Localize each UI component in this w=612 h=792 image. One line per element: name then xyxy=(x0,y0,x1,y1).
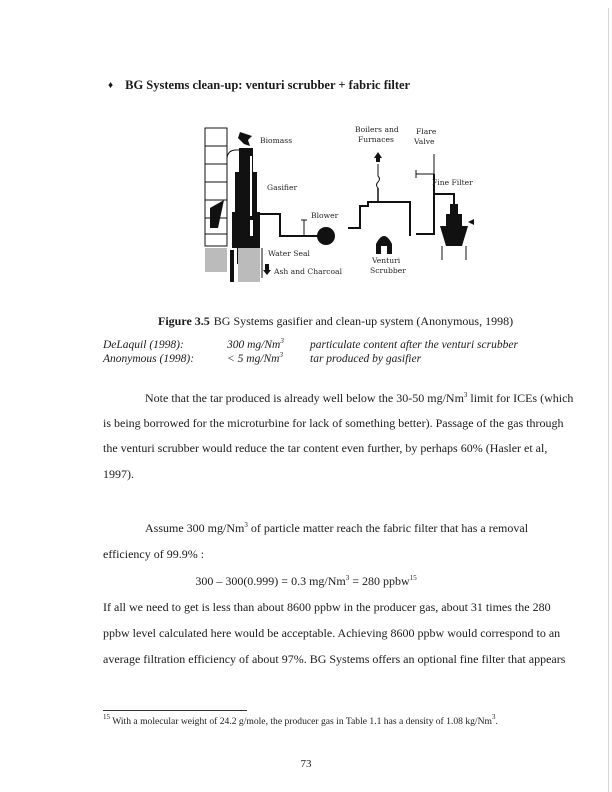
label-flare-1: Flare xyxy=(416,127,437,136)
label-venturi-2: Scrubber xyxy=(370,266,406,275)
water-seal xyxy=(205,248,262,282)
paragraph-line: average filtration efficiency of about 97%. BG Systems offers an optional fine filter that appears xyxy=(103,652,566,666)
paragraph-line: the venturi scrubber would reduce the tar content even further, by perhaps 60% (Hasler et al, xyxy=(103,441,548,455)
paragraph-line: 1997). xyxy=(103,467,134,481)
gasifier-diagram xyxy=(190,116,480,296)
paragraph-line: is being borrowed for the microturbine for lack of something better). Passage of the gas through xyxy=(103,416,564,430)
paragraph-line: efficiency of 99.9% : xyxy=(103,547,205,561)
paragraph-line: Assume 300 mg/Nm$^3$ of particle matter reach the fabric filter that has a removal xyxy=(145,521,529,535)
label-boilers-2: Furnaces xyxy=(358,135,394,144)
label-blower: Blower xyxy=(311,211,339,220)
footnote-rule xyxy=(103,710,247,711)
reference-note: particulate content after the venturi scrubber xyxy=(310,339,518,351)
feed-bucket xyxy=(210,200,224,228)
reference-value: < 5 mg/Nm$^3$ xyxy=(227,351,283,365)
label-ash-charcoal: Ash and Charcoal xyxy=(274,267,343,276)
page-edge-line xyxy=(608,8,609,792)
label-water-seal: Water Seal xyxy=(268,249,310,258)
label-biomass: Biomass xyxy=(260,136,293,145)
diamond-bullet-icon: ♦ xyxy=(108,80,114,91)
gasifier-diagram-svg xyxy=(190,116,480,296)
paragraph-line: If all we need to get is less than about 8600 ppbw in the producer gas, about 31 times the 280 xyxy=(103,600,551,614)
label-boilers-1: Boilers and xyxy=(355,125,399,134)
biomass-arrow-icon xyxy=(238,132,252,146)
label-venturi-1: Venturi xyxy=(372,256,401,265)
figure-number: Figure 3.5 xyxy=(158,314,210,328)
figure-caption xyxy=(158,314,513,329)
page-number: 73 xyxy=(300,758,312,770)
figure-caption-text: BG Systems gasifier and clean-up system (Anonymous, 1998) xyxy=(213,314,514,328)
label-fine-filter: Fine Filter xyxy=(432,178,473,187)
footnote: $^{15}$ With a molecular weight of 24.2 g/mole, the producer gas in Table 1.1 has a density of 1.08 kg/Nm$^3$. xyxy=(103,713,498,727)
label-gasifier: Gasifier xyxy=(267,183,298,192)
ash-arrow-icon xyxy=(263,264,271,275)
section-heading xyxy=(108,78,410,93)
reference-note: tar produced by gasifier xyxy=(310,353,422,365)
reference-source: DeLaquil (1998): xyxy=(103,339,184,351)
paragraph-line: Note that the tar produced is already well below the 30-50 mg/Nm$^3$ limit for ICEs (which xyxy=(145,391,574,405)
feed-structure xyxy=(205,128,227,246)
label-flare-2: Valve xyxy=(414,137,435,146)
fine-filter-icon xyxy=(440,204,468,246)
reference-value: 300 mg/Nm$^3$ xyxy=(227,337,284,351)
blower-icon xyxy=(317,227,335,245)
reference-source: Anonymous (1998): xyxy=(103,353,195,365)
boilers-arrow-icon xyxy=(374,152,382,162)
paragraph-line: ppbw level calculated here would be acceptable. Achieving 8600 ppbw would correspond to an xyxy=(103,626,561,640)
section-heading-text: BG Systems clean-up: venturi scrubber + fabric filter xyxy=(125,78,411,92)
equation: 300 – 300(0.999) = 0.3 $mg/Nm^3 = 280$ ppbw$^{15}$ xyxy=(195,574,417,588)
gasifier-body xyxy=(232,148,260,264)
